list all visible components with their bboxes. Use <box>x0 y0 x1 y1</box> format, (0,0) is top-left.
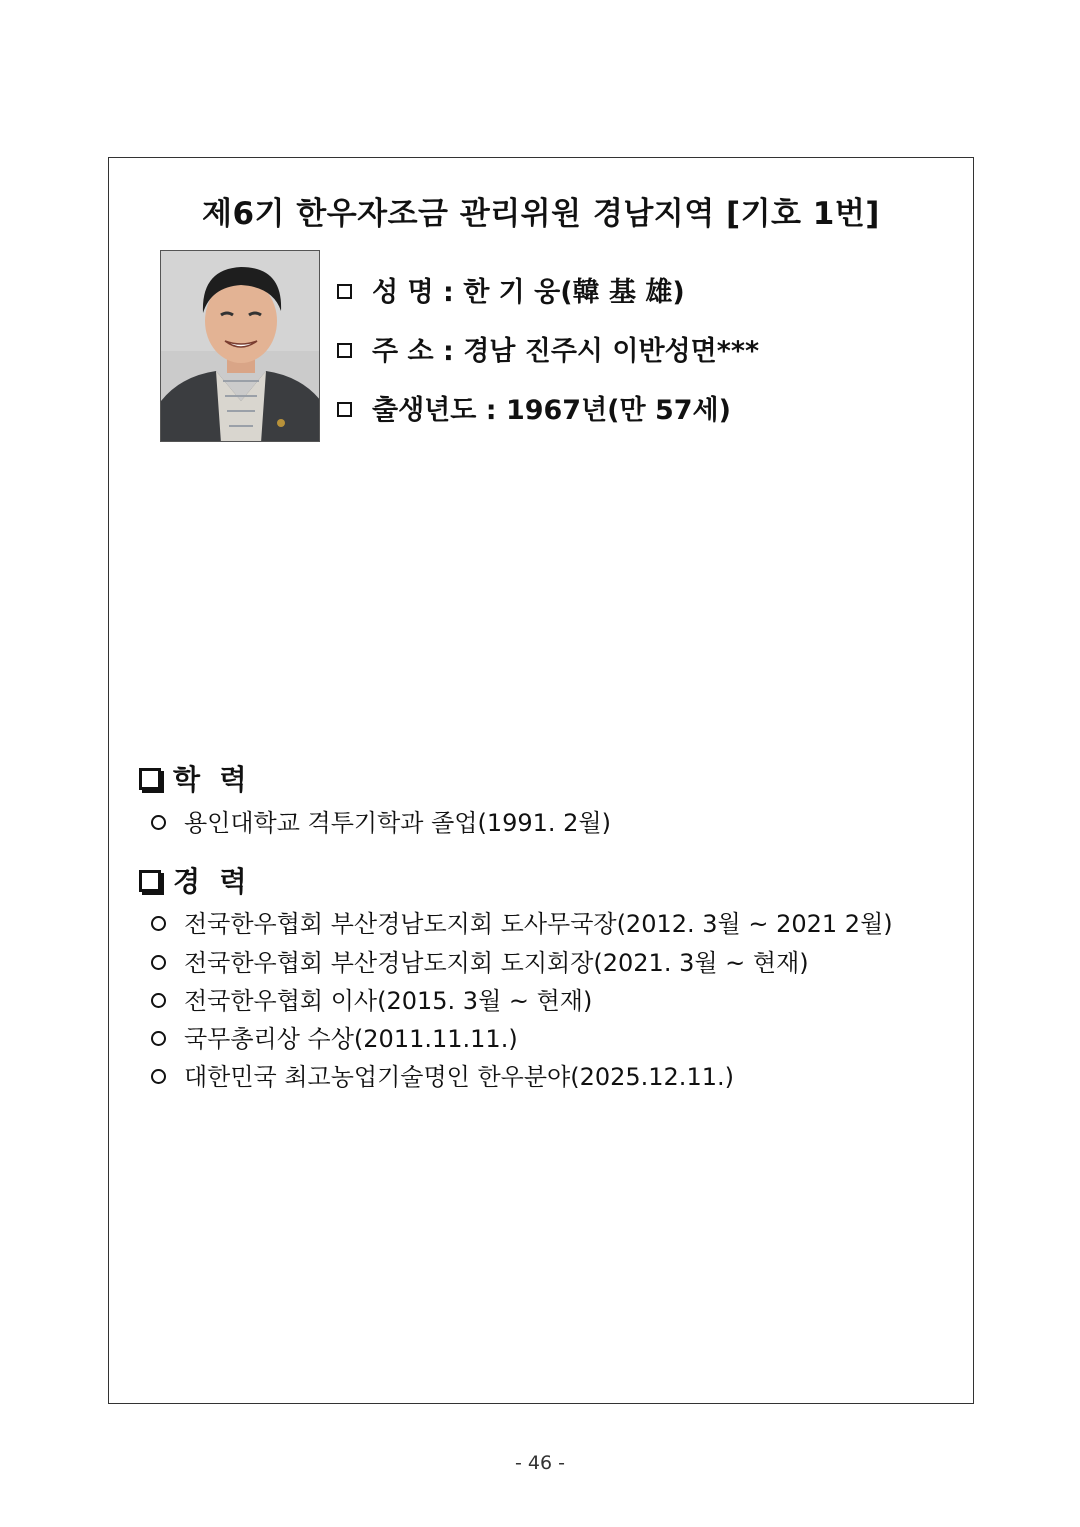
career-item <box>151 1019 518 1054</box>
checkbox-icon <box>337 343 352 358</box>
profile-name-label: 성 명 <box>372 277 434 308</box>
circle-bullet-icon <box>151 993 166 1008</box>
career-heading-text: 경 력 <box>173 865 247 898</box>
career-heading <box>139 860 247 900</box>
career-item <box>151 981 592 1016</box>
career-item <box>151 1057 734 1092</box>
circle-bullet-icon <box>151 1031 166 1046</box>
candidate-profile-frame <box>108 157 974 1404</box>
page-title: 제6기 한우자조금 관리위원 경남지역 [기호 1번] <box>202 196 880 232</box>
page-number: - 46 - <box>515 1452 565 1474</box>
profile-birth-value: 1967년(만 57세) <box>505 395 731 426</box>
portrait-icon <box>161 251 320 442</box>
education-item <box>151 803 611 838</box>
circle-bullet-icon <box>151 815 166 830</box>
circle-bullet-icon <box>151 916 166 931</box>
checkbox-icon <box>337 284 352 299</box>
career-item-text: 대한민국 최고농업기술명인 한우분야(2025.12.11.) <box>184 1063 734 1091</box>
career-item <box>151 943 809 978</box>
career-item-text: 전국한우협회 이사(2015. 3월 ~ 현재) <box>184 987 593 1015</box>
education-heading <box>139 758 247 798</box>
profile-birth-row: 출생년도 : 1967년(만 57세) <box>337 388 731 427</box>
profile-address-value: 경남 진주시 이반성면*** <box>463 336 760 367</box>
circle-bullet-icon <box>151 955 166 970</box>
square-bullet-icon <box>139 870 161 892</box>
profile-address-label: 주 소 <box>372 336 434 367</box>
profile-address-row: 주 소 : 경남 진주시 이반성면*** <box>337 329 759 368</box>
profile-name-row: 성 명 : 한 기 웅(韓 基 雄) <box>337 270 685 309</box>
profile-birth-label: 출생년도 <box>372 395 477 426</box>
career-item-text: 전국한우협회 부산경남도지회 도사무국장(2012. 3월 ~ 2021 2월) <box>184 910 893 938</box>
profile-name-value: 한 기 웅(韓 基 雄) <box>463 277 685 308</box>
career-item <box>151 904 893 939</box>
circle-bullet-icon <box>151 1069 166 1084</box>
career-item-text: 전국한우협회 부산경남도지회 도지회장(2021. 3월 ~ 현재) <box>184 949 809 977</box>
education-heading-text: 학 력 <box>173 763 247 796</box>
square-bullet-icon <box>139 768 161 790</box>
career-item-text: 국무총리상 수상(2011.11.11.) <box>184 1025 518 1053</box>
candidate-photo <box>160 250 320 442</box>
education-item-text: 용인대학교 격투기학과 졸업(1991. 2월) <box>184 809 611 837</box>
checkbox-icon <box>337 402 352 417</box>
